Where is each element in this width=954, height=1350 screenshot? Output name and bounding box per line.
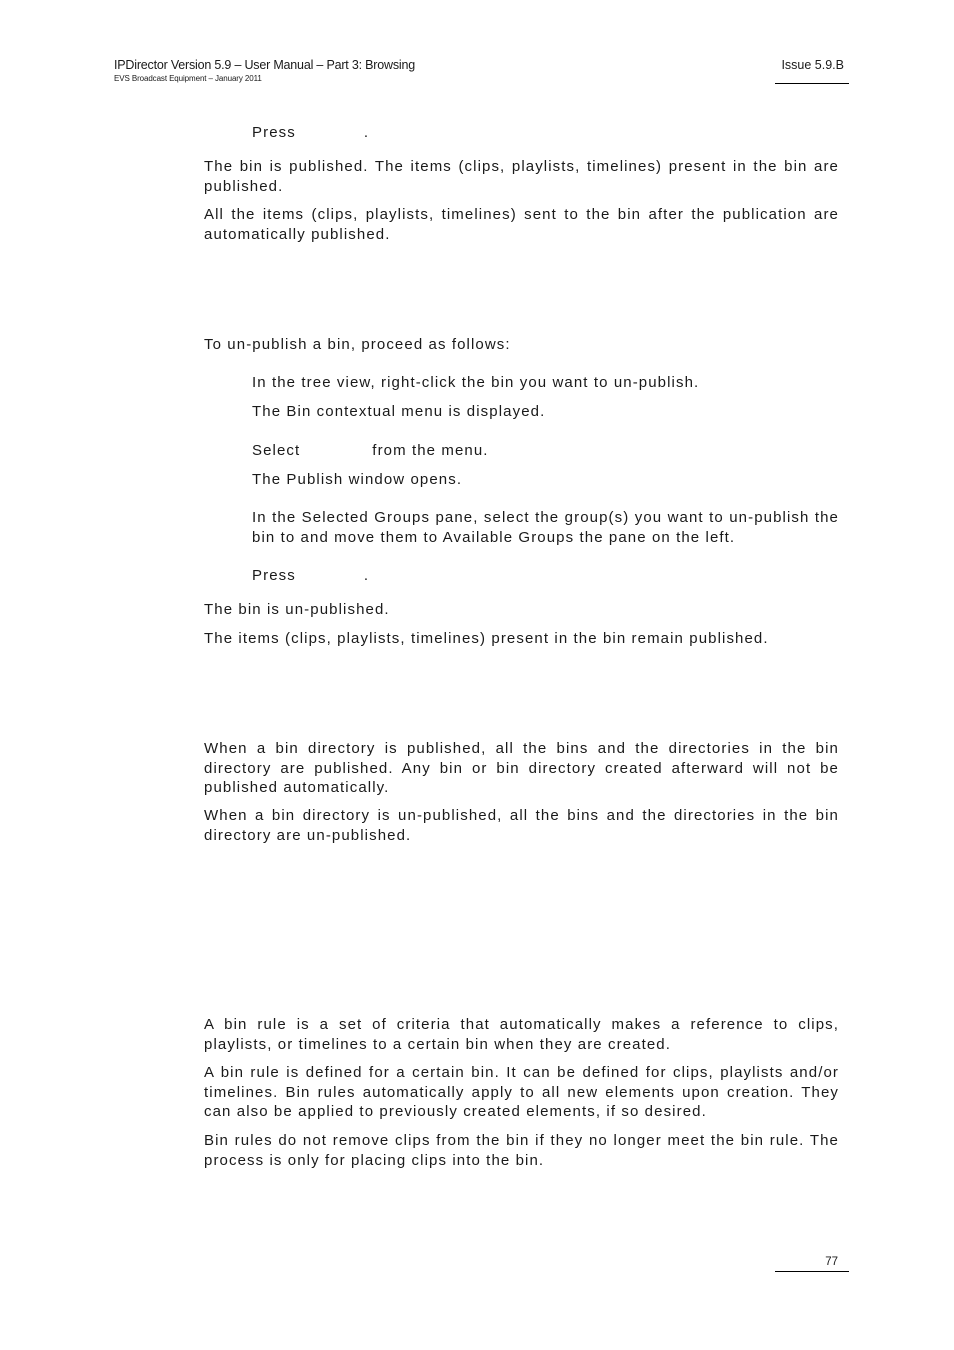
- footer-rule: [775, 1271, 849, 1272]
- step-2-prefix: Select: [252, 442, 301, 459]
- paragraph-unpublished-1: The bin is un-published.: [204, 601, 390, 618]
- step-press-2-suffix: .: [363, 567, 370, 584]
- step-2-result: The Publish window opens.: [252, 471, 463, 488]
- paragraph-directory-1: When a bin directory is published, all the bins and the directories in the bin directory are published. Any bin or bin directory created afterward will not be published automatically.: [204, 740, 839, 796]
- step-3: In the Selected Groups pane, select the group(s) you want to un-publish the bin to and move them to Available Groups the pane on the left.: [252, 509, 839, 546]
- header-rule: [775, 83, 849, 84]
- step-2-suffix: from the menu.: [372, 442, 489, 459]
- step-press-1-prefix: Press: [252, 124, 296, 141]
- paragraph-bin-rule-1: A bin rule is a set of criteria that automatically makes a reference to clips, playlists, or timelines to a certain bin when they are created.: [204, 1016, 839, 1053]
- paragraph-unpublish-intro: To un-publish a bin, proceed as follows:: [204, 336, 511, 353]
- paragraph-published-1: The bin is published. The items (clips, playlists, timelines) present in the bin are published.: [204, 158, 839, 195]
- paragraph-published-2: All the items (clips, playlists, timelines) sent to the bin after the publication are automatically published.: [204, 206, 839, 243]
- step-2: [252, 441, 839, 461]
- paragraph-directory-2: When a bin directory is un-published, all the bins and the directories in the bin directory are un-published.: [204, 807, 839, 844]
- step-press-1-suffix: .: [363, 124, 370, 141]
- paragraph-unpublished-2: The items (clips, playlists, timelines) present in the bin remain published.: [204, 630, 769, 647]
- page-number: 77: [825, 1256, 838, 1268]
- step-press-2: [252, 566, 839, 586]
- step-press-1: [252, 123, 839, 143]
- header-title: IPDirector Version 5.9 – User Manual – Part 3: Browsing: [114, 58, 415, 72]
- header-issue: Issue 5.9.B: [781, 58, 844, 72]
- paragraph-bin-rule-3: Bin rules do not remove clips from the bin if they no longer meet the bin rule. The process is only for placing clips into the bin.: [204, 1132, 839, 1169]
- step-1-result: The Bin contextual menu is displayed.: [252, 403, 546, 420]
- paragraph-bin-rule-2: A bin rule is defined for a certain bin. It can be defined for clips, playlists and/or timelines. Bin rules automatically apply to all new elements upon creation. They can also be applied to previously created elements, if so desired.: [204, 1064, 839, 1120]
- step-1: In the tree view, right-click the bin you want to un-publish.: [252, 374, 700, 391]
- header-subtitle: EVS Broadcast Equipment – January 2011: [114, 74, 262, 83]
- step-press-2-prefix: Press: [252, 567, 296, 584]
